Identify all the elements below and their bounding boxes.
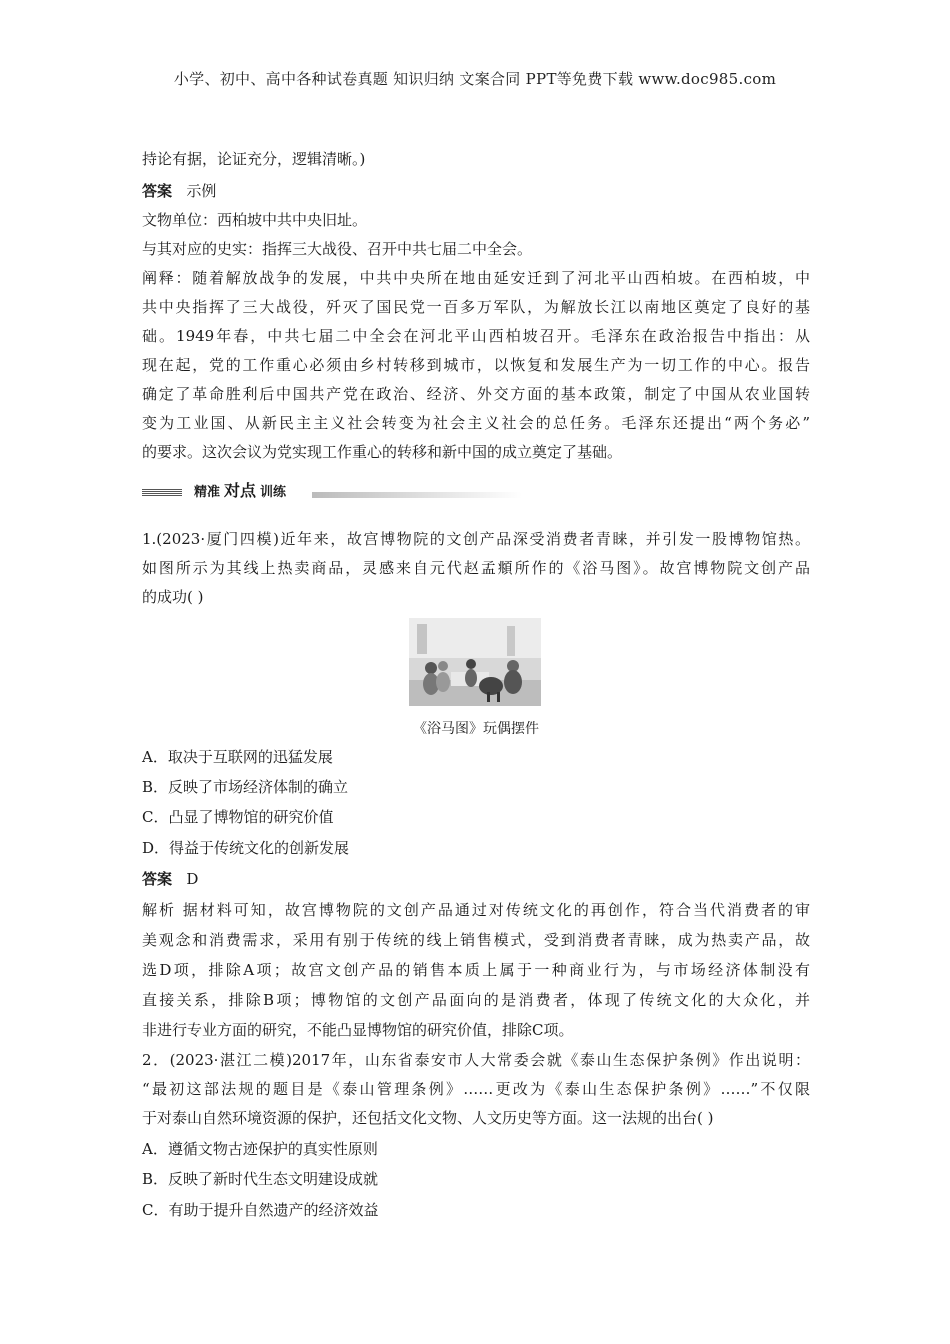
q1-option-c: C．凸显了博物馆的研究价值 <box>142 808 334 826</box>
q1-stem-line: 1.(2023·厦门四模)近年来，故宫博物院的文创产品深受消费者青睐，并引发一股博物馆热。 <box>142 530 810 548</box>
q2-stem-line: “最初这部法规的题目是《泰山管理条例》……更改为《泰山生态保护条例》……”不仅限 <box>142 1080 810 1098</box>
q1-analysis-line: 选D项，排除A项；故宫文创产品的销售本质上属于一种商业行为，与市场经济体制没有 <box>142 961 810 979</box>
section-heading <box>142 478 522 502</box>
page-header: 小学、初中、高中各种试卷真题 知识归纳 文案合同 PPT等免费下载 www.doc985.com <box>173 70 777 88</box>
section-title-pre: 精准 <box>194 485 221 500</box>
q1-option-d: D．得益于传统文化的创新发展 <box>142 839 350 857</box>
q1-analysis-line: 直接关系，排除B项；博物馆的文创产品面向的是消费者，体现了传统文化的大众化，并 <box>142 991 810 1009</box>
explain-line: 现在起，党的工作重心必须由乡村转移到城市，以恢复和发展生产为一切工作的中心。报告 <box>142 356 810 374</box>
section-title <box>194 478 286 501</box>
answer-value: D <box>186 870 199 888</box>
q2-stem-line: 2．(2023·湛江二模)2017年，山东省泰安市人大常委会就《泰山生态保护条例》作出说明： <box>142 1051 810 1069</box>
unit-line: 文物单位：西柏坡中共中央旧址。 <box>142 211 368 229</box>
explain-line: 共中央指挥了三大战役，歼灭了国民党一百多万军队，为解放长江以南地区奠定了良好的基 <box>142 298 810 316</box>
section-underline <box>312 492 522 498</box>
section-title-main: 对点 <box>224 481 257 500</box>
q2-option-c: C．有助于提升自然遗产的经济效益 <box>142 1201 379 1219</box>
section-title-post: 训练 <box>260 485 287 500</box>
q2-stem-line: 于对泰山自然环境资源的保护，还包括文化文物、人文历史等方面。这一法规的出台( ) <box>142 1109 714 1127</box>
q1-stem-line: 的成功( ) <box>142 588 204 606</box>
q1-answer <box>142 868 198 890</box>
prev-text-line: 持论有据，论证充分，逻辑清晰。) <box>142 150 366 168</box>
history-line: 与其对应的史实：指挥三大战役、召开中共七届二中全会。 <box>142 240 533 258</box>
q1-analysis-line: 美观念和消费需求，采用有别于传统的线上销售模式，受到消费者青睐，成为热卖产品，故 <box>142 931 810 949</box>
figurine-photo-graphic <box>409 618 541 706</box>
q2-option-a: A．遵循文物古迹保护的真实性原则 <box>142 1140 378 1158</box>
explain-line: 的要求。这次会议为党实现工作重心的转移和新中国的成立奠定了基础。 <box>142 443 623 461</box>
figure-caption: 《浴马图》玩偶摆件 <box>413 721 539 737</box>
answer-label: 答案 <box>142 870 173 888</box>
q1-option-b: B．反映了市场经济体制的确立 <box>142 778 349 796</box>
explain-line: 确定了革命胜利后中国共产党在政治、经济、外交方面的基本政策，制定了中国从农业国转 <box>142 385 810 403</box>
q2-option-b: B．反映了新时代生态文明建设成就 <box>142 1170 379 1188</box>
q1-analysis-line: 非进行专业方面的研究，不能凸显博物馆的研究价值，排除C项。 <box>142 1021 574 1039</box>
explain-line: 础。1949年春，中共七届二中全会在河北平山西柏坡召开。毛泽东在政治报告中指出：从 <box>142 327 810 345</box>
section-strip <box>142 488 182 496</box>
q1-analysis-line: 解析 据材料可知，故宫博物院的文创产品通过对传统文化的再创作，符合当代消费者的审 <box>142 901 810 919</box>
answer-value: 示例 <box>186 182 217 200</box>
explain-line: 变为工业国、从新民主主义社会转变为社会主义社会的总任务。毛泽东还提出“两个务必” <box>142 414 810 432</box>
figurine-photo <box>409 618 541 706</box>
q1-option-a: A．取决于互联网的迅猛发展 <box>142 748 333 766</box>
explain-line: 阐释：随着解放战争的发展，中共中央所在地由延安迁到了河北平山西柏坡。在西柏坡，中 <box>142 269 810 287</box>
q1-stem-line: 如图所示为其线上热卖商品，灵感来自元代赵孟頫所作的《浴马图》。故宫博物院文创产品 <box>142 559 810 577</box>
prev-answer <box>142 180 216 202</box>
answer-label: 答案 <box>142 182 173 200</box>
